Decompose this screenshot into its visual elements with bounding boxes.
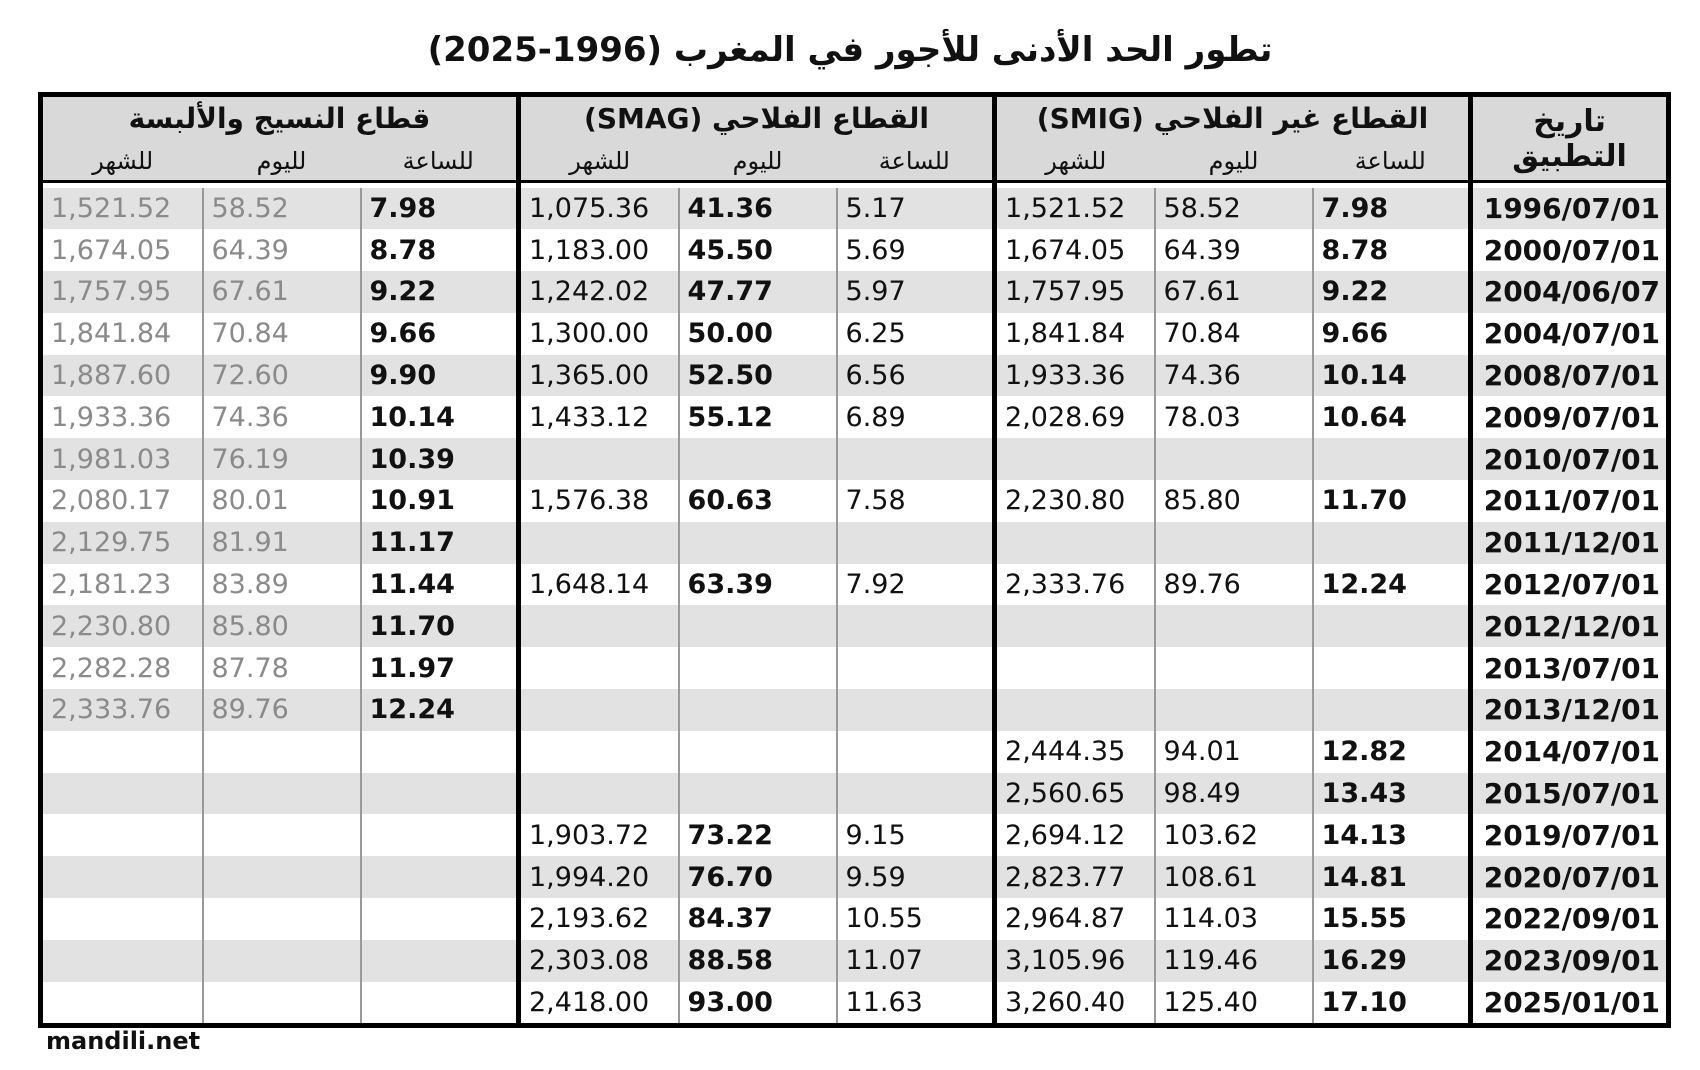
cell-tex-m <box>41 856 203 898</box>
cell-smig-d <box>1155 647 1313 689</box>
cell-smig-h: 12.82 <box>1313 731 1471 773</box>
cell-smag-d: 84.37 <box>679 898 837 940</box>
header-date: تاريخ التطبيق <box>1471 95 1669 182</box>
cell-tex-d: 87.78 <box>203 647 361 689</box>
cell-smig-m: 1,757.95 <box>995 271 1155 313</box>
cell-smig-d: 78.03 <box>1155 396 1313 438</box>
cell-smig-d: 85.80 <box>1155 480 1313 522</box>
cell-tex-d: 67.61 <box>203 271 361 313</box>
cell-tex-m: 2,129.75 <box>41 522 203 564</box>
table-row <box>41 438 1669 480</box>
table-row <box>41 982 1669 1026</box>
cell-smag-h: 5.69 <box>837 229 995 271</box>
cell-tex-h <box>361 940 519 982</box>
cell-date: 1996/07/01 <box>1471 188 1669 230</box>
cell-date: 2019/07/01 <box>1471 814 1669 856</box>
table-row <box>41 396 1669 438</box>
cell-smag-m <box>519 773 679 815</box>
cell-date: 2025/01/01 <box>1471 982 1669 1026</box>
cell-smig-m: 1,521.52 <box>995 188 1155 230</box>
cell-date: 2009/07/01 <box>1471 396 1669 438</box>
cell-tex-d: 83.89 <box>203 564 361 606</box>
cell-smag-h <box>837 773 995 815</box>
cell-smag-d: 50.00 <box>679 313 837 355</box>
subheader-textile-day: لليوم <box>256 147 307 175</box>
table-row <box>41 731 1669 773</box>
cell-smag-m: 1,433.12 <box>519 396 679 438</box>
cell-date: 2015/07/01 <box>1471 773 1669 815</box>
cell-smag-h: 11.07 <box>837 940 995 982</box>
cell-date: 2022/09/01 <box>1471 898 1669 940</box>
cell-tex-d <box>203 940 361 982</box>
cell-smag-m: 1,648.14 <box>519 564 679 606</box>
cell-tex-m: 2,181.23 <box>51 569 172 601</box>
cell-tex-h: 7.98 <box>361 188 519 230</box>
cell-tex-d <box>203 982 361 1026</box>
cell-smig-m: 1,933.36 <box>995 355 1155 397</box>
cell-smig-d: 108.61 <box>1155 856 1313 898</box>
cell-date: 2008/07/01 <box>1471 355 1669 397</box>
cell-tex-m: 2,230.80 <box>41 605 203 647</box>
cell-smig-d: 89.76 <box>1155 564 1313 606</box>
cell-smag-h <box>837 647 995 689</box>
cell-smag-m: 1,994.20 <box>519 856 679 898</box>
cell-smig-h <box>1313 438 1471 480</box>
cell-smag-d <box>679 689 837 731</box>
cell-smag-h <box>837 438 995 480</box>
cell-smig-h: 11.70 <box>1313 480 1471 522</box>
cell-smag-m: 2,303.08 <box>519 940 679 982</box>
subheader-textile-month: للشهر <box>92 147 154 175</box>
cell-smig-m <box>995 438 1155 480</box>
cell-tex-h: 11.44 <box>361 564 519 606</box>
cell-smag-h: 7.58 <box>837 480 995 522</box>
cell-smig-h <box>1313 605 1471 647</box>
cell-tex-d: 85.80 <box>203 605 361 647</box>
table-row <box>41 480 1669 522</box>
cell-tex-m: 1,674.05 <box>51 234 172 266</box>
cell-smig-d: 58.52 <box>1155 188 1313 230</box>
cell-date: 2010/07/01 <box>1471 438 1669 480</box>
cell-tex-h: 10.91 <box>361 480 519 522</box>
cell-tex-h: 11.17 <box>361 522 519 564</box>
cell-date: 2004/06/07 <box>1471 271 1669 313</box>
cell-tex-m: 1,521.52 <box>41 188 203 230</box>
cell-tex-d: 74.36 <box>203 396 361 438</box>
cell-tex-m <box>41 940 203 982</box>
cell-smig-m: 1,841.84 <box>995 313 1155 355</box>
table-row <box>41 188 1669 230</box>
cell-smig-d: 125.40 <box>1155 982 1313 1026</box>
cell-smig-m: 2,230.80 <box>995 480 1155 522</box>
cell-date: 2023/09/01 <box>1471 940 1669 982</box>
cell-date: 2012/07/01 <box>1471 564 1669 606</box>
cell-smag-m: 1,075.36 <box>519 188 679 230</box>
cell-date: 2020/07/01 <box>1471 856 1669 898</box>
cell-tex-m: 1,757.95 <box>41 271 203 313</box>
cell-tex-h: 9.90 <box>361 355 519 397</box>
cell-smig-m: 2,028.69 <box>995 396 1155 438</box>
cell-smag-d: 88.58 <box>679 940 837 982</box>
cell-tex-h <box>361 898 519 940</box>
cell-tex-d: 76.19 <box>203 438 361 480</box>
cell-smig-m: 2,823.77 <box>995 856 1155 898</box>
cell-smag-h: 7.92 <box>837 564 995 606</box>
cell-smag-m: 1,300.00 <box>519 313 679 355</box>
cell-smag-h <box>837 605 995 647</box>
cell-smig-h: 14.81 <box>1313 856 1471 898</box>
subheader-smag-month: للشهر <box>519 142 679 182</box>
table-row <box>41 564 1669 606</box>
cell-smig-h <box>1313 689 1471 731</box>
cell-smig-m: 3,260.40 <box>995 982 1155 1026</box>
cell-date: 2013/07/01 <box>1471 647 1669 689</box>
cell-smig-d: 67.61 <box>1155 271 1313 313</box>
cell-smig-d <box>1155 689 1313 731</box>
cell-date: 2014/07/01 <box>1471 731 1669 773</box>
subheader-smig-hour: للساعة <box>1354 147 1426 175</box>
cell-tex-d <box>203 856 361 898</box>
cell-smag-h: 9.15 <box>837 814 995 856</box>
cell-smig-m <box>995 647 1155 689</box>
cell-date: 2011/12/01 <box>1471 522 1669 564</box>
cell-smag-h: 6.56 <box>837 355 995 397</box>
subheader-smag-day: لليوم <box>732 147 783 175</box>
cell-tex-m <box>41 773 203 815</box>
cell-smig-m <box>995 522 1155 564</box>
cell-smag-h: 10.55 <box>837 898 995 940</box>
cell-smig-m: 2,333.76 <box>995 564 1155 606</box>
cell-tex-h: 12.24 <box>361 689 519 731</box>
cell-smig-d: 94.01 <box>1155 731 1313 773</box>
cell-smag-m: 2,193.62 <box>519 898 679 940</box>
cell-smag-d: 60.63 <box>679 480 837 522</box>
cell-tex-d <box>203 814 361 856</box>
cell-smig-d: 119.46 <box>1155 940 1313 982</box>
table-row <box>41 229 1669 271</box>
cell-smag-m: 1,903.72 <box>519 814 679 856</box>
cell-tex-d <box>203 731 361 773</box>
cell-smag-h: 9.59 <box>837 856 995 898</box>
cell-smig-m: 2,560.65 <box>995 773 1155 815</box>
table-row <box>41 814 1669 856</box>
cell-smig-m <box>995 689 1155 731</box>
table-row <box>41 689 1669 731</box>
cell-smag-h: 5.17 <box>837 188 995 230</box>
cell-smag-m <box>519 689 679 731</box>
cell-tex-m <box>41 731 203 773</box>
cell-smag-d <box>679 647 837 689</box>
cell-tex-m: 1,981.03 <box>41 438 203 480</box>
cell-tex-h: 8.78 <box>361 229 519 271</box>
subheader-smag-hour: للساعة <box>878 147 950 175</box>
cell-smag-d: 76.70 <box>679 856 837 898</box>
cell-tex-h: 10.39 <box>361 438 519 480</box>
cell-smig-d: 98.49 <box>1155 773 1313 815</box>
cell-tex-h: 11.97 <box>361 647 519 689</box>
cell-smig-d <box>1155 522 1313 564</box>
cell-tex-h: 9.22 <box>361 271 519 313</box>
cell-smag-m <box>519 605 679 647</box>
header-smag: القطاع الفلاحي (SMAG) <box>519 95 995 142</box>
table-row <box>41 898 1669 940</box>
cell-tex-d: 80.01 <box>203 480 361 522</box>
cell-smag-h: 6.89 <box>837 396 995 438</box>
cell-smig-h <box>1313 647 1471 689</box>
cell-smag-d: 73.22 <box>679 814 837 856</box>
cell-smag-h <box>837 689 995 731</box>
cell-smig-h: 13.43 <box>1313 773 1471 815</box>
cell-smag-d: 41.36 <box>679 188 837 230</box>
cell-tex-m: 2,080.17 <box>51 485 172 517</box>
cell-smig-h: 10.14 <box>1313 355 1471 397</box>
cell-tex-m <box>41 814 203 856</box>
table-row <box>41 773 1669 815</box>
cell-smag-h <box>837 522 995 564</box>
cell-smag-m <box>519 647 679 689</box>
cell-tex-d: 72.60 <box>203 355 361 397</box>
cell-smag-m: 1,576.38 <box>519 480 679 522</box>
cell-tex-d: 70.84 <box>203 313 361 355</box>
cell-smig-d: 74.36 <box>1155 355 1313 397</box>
cell-smig-m: 2,694.12 <box>995 814 1155 856</box>
cell-smag-d <box>679 773 837 815</box>
table-row <box>41 940 1669 982</box>
subheader-smig-day: لليوم <box>1208 147 1259 175</box>
cell-smig-h: 8.78 <box>1313 229 1471 271</box>
cell-tex-h: 9.66 <box>361 313 519 355</box>
cell-smig-d: 64.39 <box>1155 229 1313 271</box>
cell-smig-m: 2,444.35 <box>995 731 1155 773</box>
cell-tex-m: 2,282.28 <box>51 652 172 684</box>
cell-tex-h <box>361 982 519 1026</box>
cell-smig-d: 114.03 <box>1155 898 1313 940</box>
cell-smag-m: 2,418.00 <box>519 982 679 1026</box>
cell-tex-h <box>361 856 519 898</box>
cell-smag-m <box>519 731 679 773</box>
cell-smig-d: 70.84 <box>1155 313 1313 355</box>
cell-smig-h: 9.66 <box>1313 313 1471 355</box>
table-row <box>41 313 1669 355</box>
cell-smig-h <box>1313 522 1471 564</box>
cell-smag-m: 1,242.02 <box>519 271 679 313</box>
cell-tex-d <box>203 898 361 940</box>
cell-smag-h: 5.97 <box>837 271 995 313</box>
cell-smig-h: 9.22 <box>1313 271 1471 313</box>
cell-date: 2013/12/01 <box>1471 689 1669 731</box>
subheader-textile-hour: للساعة <box>402 147 474 175</box>
header-textile: قطاع النسيج والألبسة <box>41 95 519 142</box>
cell-smig-d: 103.62 <box>1155 814 1313 856</box>
cell-tex-d: 89.76 <box>203 689 361 731</box>
cell-smag-h: 6.25 <box>837 313 995 355</box>
cell-date: 2012/12/01 <box>1471 605 1669 647</box>
cell-smig-h: 14.13 <box>1313 814 1471 856</box>
page-title: تطور الحد الأدنى للأجور في المغرب (1996-2025) <box>427 30 1273 70</box>
table-row <box>41 856 1669 898</box>
cell-tex-d: 81.91 <box>203 522 361 564</box>
cell-date: 2000/07/01 <box>1471 229 1669 271</box>
cell-tex-h <box>361 731 519 773</box>
table-row <box>41 647 1669 689</box>
cell-smig-h: 7.98 <box>1313 188 1471 230</box>
header-smig: القطاع غير الفلاحي (SMIG) <box>995 95 1471 142</box>
cell-smig-m: 3,105.96 <box>995 940 1155 982</box>
cell-smag-d: 55.12 <box>679 396 837 438</box>
table-row <box>41 355 1669 397</box>
cell-tex-d: 64.39 <box>203 229 361 271</box>
cell-tex-m <box>41 898 203 940</box>
cell-smag-d: 63.39 <box>679 564 837 606</box>
cell-smig-d <box>1155 605 1313 647</box>
cell-smag-d <box>679 605 837 647</box>
cell-smig-m: 1,674.05 <box>995 229 1155 271</box>
cell-smag-d: 47.77 <box>679 271 837 313</box>
table-row <box>41 522 1669 564</box>
cell-date: 2011/07/01 <box>1471 480 1669 522</box>
cell-tex-d <box>203 773 361 815</box>
cell-smag-m <box>519 438 679 480</box>
cell-smag-h <box>837 731 995 773</box>
cell-tex-m: 1,887.60 <box>41 355 203 397</box>
cell-tex-m <box>41 982 203 1026</box>
cell-smig-h: 15.55 <box>1313 898 1471 940</box>
table-row <box>41 605 1669 647</box>
cell-smig-h: 12.24 <box>1313 564 1471 606</box>
cell-smag-m: 1,183.00 <box>519 229 679 271</box>
cell-date: 2004/07/01 <box>1471 313 1669 355</box>
cell-smag-d: 93.00 <box>679 982 837 1026</box>
cell-smag-m <box>519 522 679 564</box>
cell-smag-d: 52.50 <box>679 355 837 397</box>
cell-tex-h: 10.14 <box>361 396 519 438</box>
cell-smig-h: 10.64 <box>1313 396 1471 438</box>
cell-smig-h: 17.10 <box>1313 982 1471 1026</box>
footer-source: mandili.net <box>46 1027 201 1055</box>
subheader-smig-month: للشهر <box>995 142 1155 182</box>
cell-smag-m: 1,365.00 <box>519 355 679 397</box>
cell-tex-h <box>361 773 519 815</box>
cell-smag-d <box>679 522 837 564</box>
cell-tex-h: 11.70 <box>361 605 519 647</box>
cell-tex-h <box>361 814 519 856</box>
cell-smig-m: 2,964.87 <box>995 898 1155 940</box>
cell-smig-d <box>1155 438 1313 480</box>
cell-tex-m: 1,841.84 <box>51 318 172 350</box>
cell-smag-d: 45.50 <box>679 229 837 271</box>
cell-smig-m <box>995 605 1155 647</box>
cell-tex-m: 2,333.76 <box>41 689 203 731</box>
cell-tex-d: 58.52 <box>203 188 361 230</box>
table-row <box>41 271 1669 313</box>
cell-smig-h: 16.29 <box>1313 940 1471 982</box>
cell-smag-d <box>679 731 837 773</box>
cell-tex-m: 1,933.36 <box>51 401 172 433</box>
cell-smag-d <box>679 438 837 480</box>
cell-smag-h: 11.63 <box>837 982 995 1026</box>
minimum-wage-table <box>38 92 1671 1028</box>
